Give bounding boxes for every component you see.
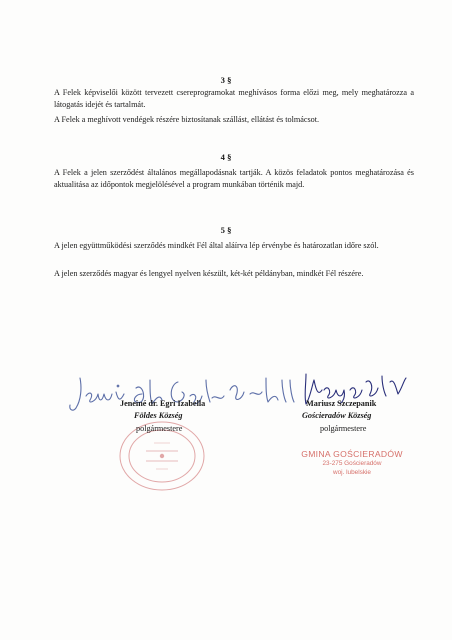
office-stamp-line-1: GMINA GOŚCIERADÓW	[301, 449, 403, 459]
left-handwritten-signature	[66, 372, 302, 416]
section-5-heading: 5 §	[220, 225, 232, 235]
left-signatory-place: Földes Község	[134, 411, 183, 420]
section-5-paragraph-1: A jelen együttműködési szerződés mindkét Fél által aláírva lép érvénybe és határozatlan időre szól.	[54, 241, 379, 250]
right-signatory-place: Gościeradów Község	[302, 411, 372, 420]
section-4-paragraph-1: A Felek a jelen szerződést általános megállapodásnak tartják. A közös feladatok pontos meghatározása és aktualitása az időpontok megjelölésével a program munkában történik majd.	[54, 168, 414, 190]
section-3-heading: 3 §	[220, 75, 232, 85]
section-5-paragraph-2: A jelen szerződés magyar és lengyel nyelven készült, két-két példányban, mindkét Fél részére.	[54, 269, 364, 278]
left-signatory-role: polgármestere	[136, 424, 183, 433]
section-3-paragraph-1: A Felek képviselői között tervezett csereprogramokat meghívásos forma előzi meg, mely meghatározza a látogatás idejét és tartalmát.	[54, 88, 414, 110]
section-4-heading: 4 §	[220, 152, 232, 162]
left-signatory-name: Jeneiné dr. Egri Izabella	[120, 399, 206, 408]
office-stamp	[296, 449, 408, 477]
right-signatory-name: Mariusz Szczepanik	[306, 399, 377, 408]
right-signatory-role: polgármestere	[320, 424, 367, 433]
office-stamp-line-2: 23-275 Gościeradów	[322, 460, 382, 467]
office-stamp-line-3: woj. lubelskie	[332, 469, 371, 476]
section-3-paragraph-2: A Felek a meghívott vendégek részére biztosítanak szállást, ellátást és tolmácsot.	[54, 115, 320, 124]
